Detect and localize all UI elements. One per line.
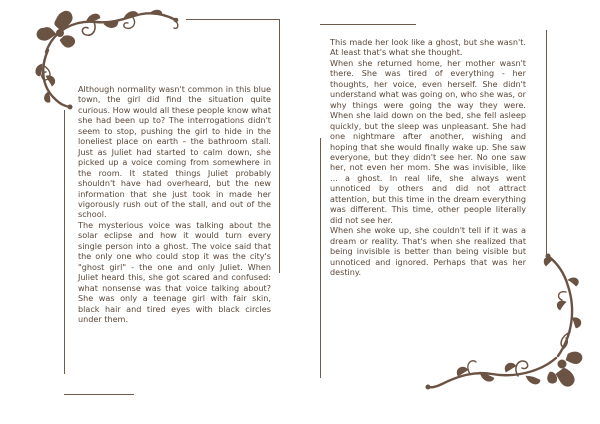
frame-rule-left-bottom — [64, 394, 134, 395]
frame-rule-right-top — [320, 24, 416, 25]
paragraph: When she woke up, she couldn't tell if it was a dream or reality. That's when she realized that being invisible is better than being visible but unnoticed and ignored. Perhaps that was her destiny. — [330, 225, 526, 277]
paragraph: The mysterious voice was talking about the solar eclipse and how it would turn every single person into a ghost. The voice said that the only one who could stop it was the city's "ghost girl" - the one and only Juliet. When Juliet heard this, she got scared and confused: what nonsense was that voice talking about? She was only a teenage girl with fair skin, black hair and tired eyes with black circles under them. — [78, 219, 271, 324]
frame-rule-left-top — [186, 19, 279, 20]
frame-rule-right-left — [320, 138, 321, 378]
paragraph: This made her look like a ghost, but she wasn't. At least that's what she thought. — [330, 37, 526, 58]
text-column-right — [330, 37, 526, 277]
paragraph: Although normality wasn't common in this blue town, the girl did find the situation quite curious. How would all these people know what she had been up to? The interrogations didn't seem to stop, pushing the girl to hide in the loneliest place on earth – the bathroom stall. Just as Juliet had started to calm down, she picked up a voice coming from somewhere in the room. It stated things Juliet probably shouldn't have had overheard, but the new information that she just took in made her vigorously rush out of the stall, and out of the school. — [78, 84, 271, 220]
frame-rule-right-right — [546, 30, 547, 258]
text-column-left — [78, 84, 271, 324]
frame-rule-left-left — [64, 110, 65, 374]
paragraph: When she returned home, her mother wasn't there. She was tired of everything - her thoughts, her voice, even herself. She didn't understand what was going on, who she was, or why things were going the way they were. When she laid down on the bed, she fell asleep quickly, but the sleep was unpleasant. She had one nightmare after another, wishing and hoping that she would finally wake up. She saw everyone, but they didn't see her. No one saw her, not even her mom. She was invisible, like ... a ghost. In real life, she always went unnoticed by others and did not attract attention, but this time in the dream everything was different. This time, other people literally did not see her. — [330, 57, 526, 225]
frame-rule-left-right — [279, 19, 280, 273]
